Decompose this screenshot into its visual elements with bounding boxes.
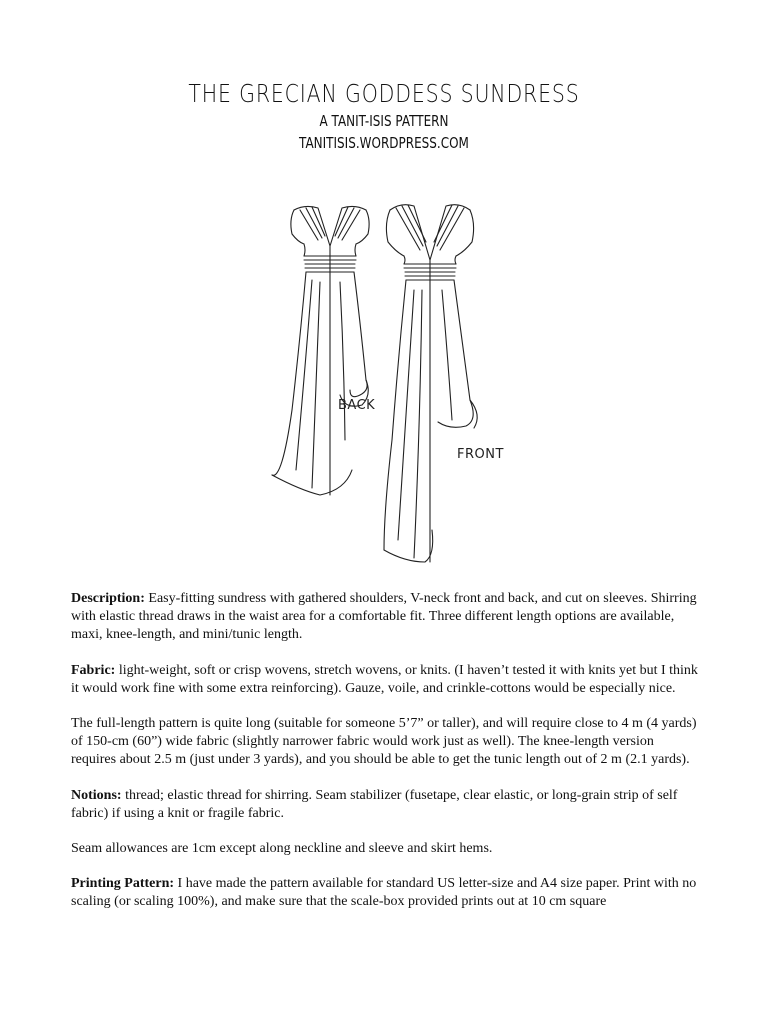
notions-label: Notions: <box>71 787 122 803</box>
website-url: TANITISIS.WORDPRESS.COM <box>299 134 469 152</box>
length-paragraph <box>71 715 701 770</box>
printing-label: Printing Pattern: <box>71 876 175 892</box>
pattern-description <box>71 590 701 929</box>
fabric-label: Fabric: <box>71 662 116 678</box>
document-title: THE GRECIAN GODDESS SUNDRESS <box>188 79 580 108</box>
printing-paragraph <box>71 875 701 911</box>
notions-paragraph <box>71 787 701 823</box>
seam-allowance-paragraph <box>71 840 701 858</box>
fabric-text: light-weight, soft or crisp wovens, stretch wovens, or knits. (I haven’t tested it with knits yet but I think it would work fine with some extra reinforcing). Gauze, voile, and crinkle-cottons would be especially nice. <box>71 662 698 696</box>
length-text: The full-length pattern is quite long (suitable for someone 5’7” or taller), and will require close to 4 m (4 yards) of 150-cm (60”) wide fabric (slightly narrower fabric would work just as well). The knee-length version requires about 2.5 m (just under 3 yards), and you should be able to get the tunic length out of 2 m (2.1 yards). <box>71 716 697 768</box>
notions-text: thread; elastic thread for shirring. Seam stabilizer (fusetape, clear elastic, or long-grain strip of self fabric) if using a knit or fragile fabric. <box>71 787 678 821</box>
printing-text: I have made the pattern available for standard US letter-size and A4 size paper. Print with no scaling (or scaling 100%), and make sure that the scale-box provided prints out at 10 cm square <box>71 876 697 910</box>
front-label: FRONT <box>457 447 504 462</box>
description-text: Easy-fitting sundress with gathered shoulders, V-neck front and back, and cut on sleeves. Shirring with elastic thread draws in the waist area for a comfortable fit. Three different length options are available, maxi, knee-length, and mini/tunic length. <box>71 591 697 643</box>
document-header <box>0 78 768 154</box>
front-view-drawing <box>384 205 477 562</box>
description-paragraph <box>71 590 701 645</box>
document-subtitle: A TANIT-ISIS PATTERN <box>319 112 449 130</box>
back-view-drawing <box>272 206 369 495</box>
description-label: Description: <box>71 591 145 606</box>
fabric-paragraph <box>71 662 701 698</box>
seam-allowance-text: Seam allowances are 1cm except along neckline and sleeve and skirt hems. <box>71 841 493 857</box>
dress-illustration <box>0 190 768 570</box>
back-label: BACK <box>338 398 376 413</box>
